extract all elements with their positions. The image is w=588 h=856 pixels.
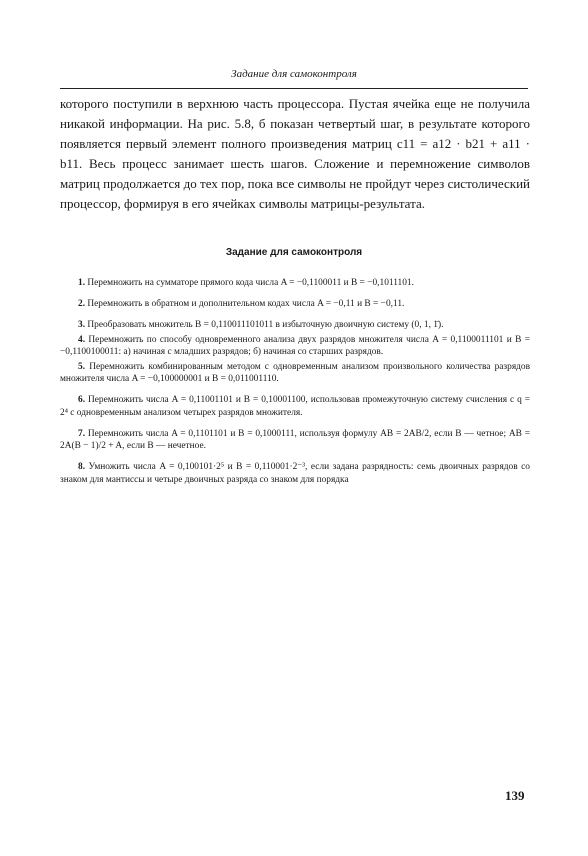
task-text: Перемножить комбинированным методом с одновременным анализом произвольного количества разрядов множителя числа A = −0,100000001 и B = 0,011001110.	[60, 361, 531, 384]
page-number: 139	[505, 788, 525, 803]
task-text: Умножить числа A = 0,100101·2⁵ и B = 0,110001·2⁻³, если задана разрядность: семь двоичных разрядов со знаком для мантиссы и четыре двоичных разряда со знаком для порядка	[60, 462, 530, 485]
section-title: Задание для самоконтроля	[225, 247, 363, 258]
task-text: Перемножить в обратном и дополнительном кодах числа A = −0,11 и B = −0,11.	[87, 299, 405, 309]
task-number: 7.	[78, 428, 86, 439]
task-list	[60, 277, 530, 495]
task-text: Преобразовать множитель B = 0,110011101011 в избыточную двоичную систему (0, 1, 1̄).	[87, 320, 444, 330]
task-item	[60, 428, 530, 453]
intro-text	[60, 94, 530, 214]
task-text: Перемножить числа A = 0,11001101 и B = 0,10001100, использовав промежуточную систему счисления с q = 2⁴ с одновременным анализом четырех разрядов множителя.	[60, 395, 531, 418]
task-item	[60, 298, 530, 311]
task-number: 5.	[78, 361, 86, 372]
task-item	[60, 361, 530, 386]
header-divider	[60, 88, 528, 89]
task-item	[60, 394, 530, 419]
task-text: Перемножить на сумматоре прямого кода числа A = −0,1100011 и B = −0,1011101.	[87, 278, 414, 288]
task-item	[60, 277, 530, 290]
task-number: 1.	[78, 278, 86, 288]
task-number: 8.	[78, 462, 86, 472]
task-text: Перемножить числа A = 0,1101101 и B = 0,1000111, используя формулу AB = 2AB/2, если B — четное; AB = 2A(B − 1)/2 + A, если B — нечетное.	[60, 428, 530, 451]
task-item	[60, 319, 530, 332]
task-item	[60, 461, 530, 486]
intro-paragraph: которого поступили в верхнюю часть процессора. Пустая ячейка еще не получила никакой информации. На рис. 5.8, б показан четвертый шаг, в результате которого появляется первый элемент полного произведения матриц c11 = a12 · b21 + a11 · b11. Весь процесс занимает шесть шагов. Сложение и перемножение символов матриц продолжается до тех пор, пока все символы не пройдут через систолический процессор, формируя в его ячейках символы матрицы-результата.	[60, 96, 530, 211]
running-header: Задание для самоконтроля	[231, 68, 357, 80]
task-number: 4.	[78, 334, 86, 345]
task-item	[60, 334, 530, 359]
task-number: 3.	[78, 320, 86, 330]
task-text: Перемножить по способу одновременного анализа двух разрядов множителя числа A = 0,1100011101 и B = −0,1100100011: а) начиная с младших разрядов; б) начиная со старших разрядов.	[60, 334, 530, 357]
task-number: 6.	[78, 395, 86, 405]
task-number: 2.	[78, 299, 86, 309]
